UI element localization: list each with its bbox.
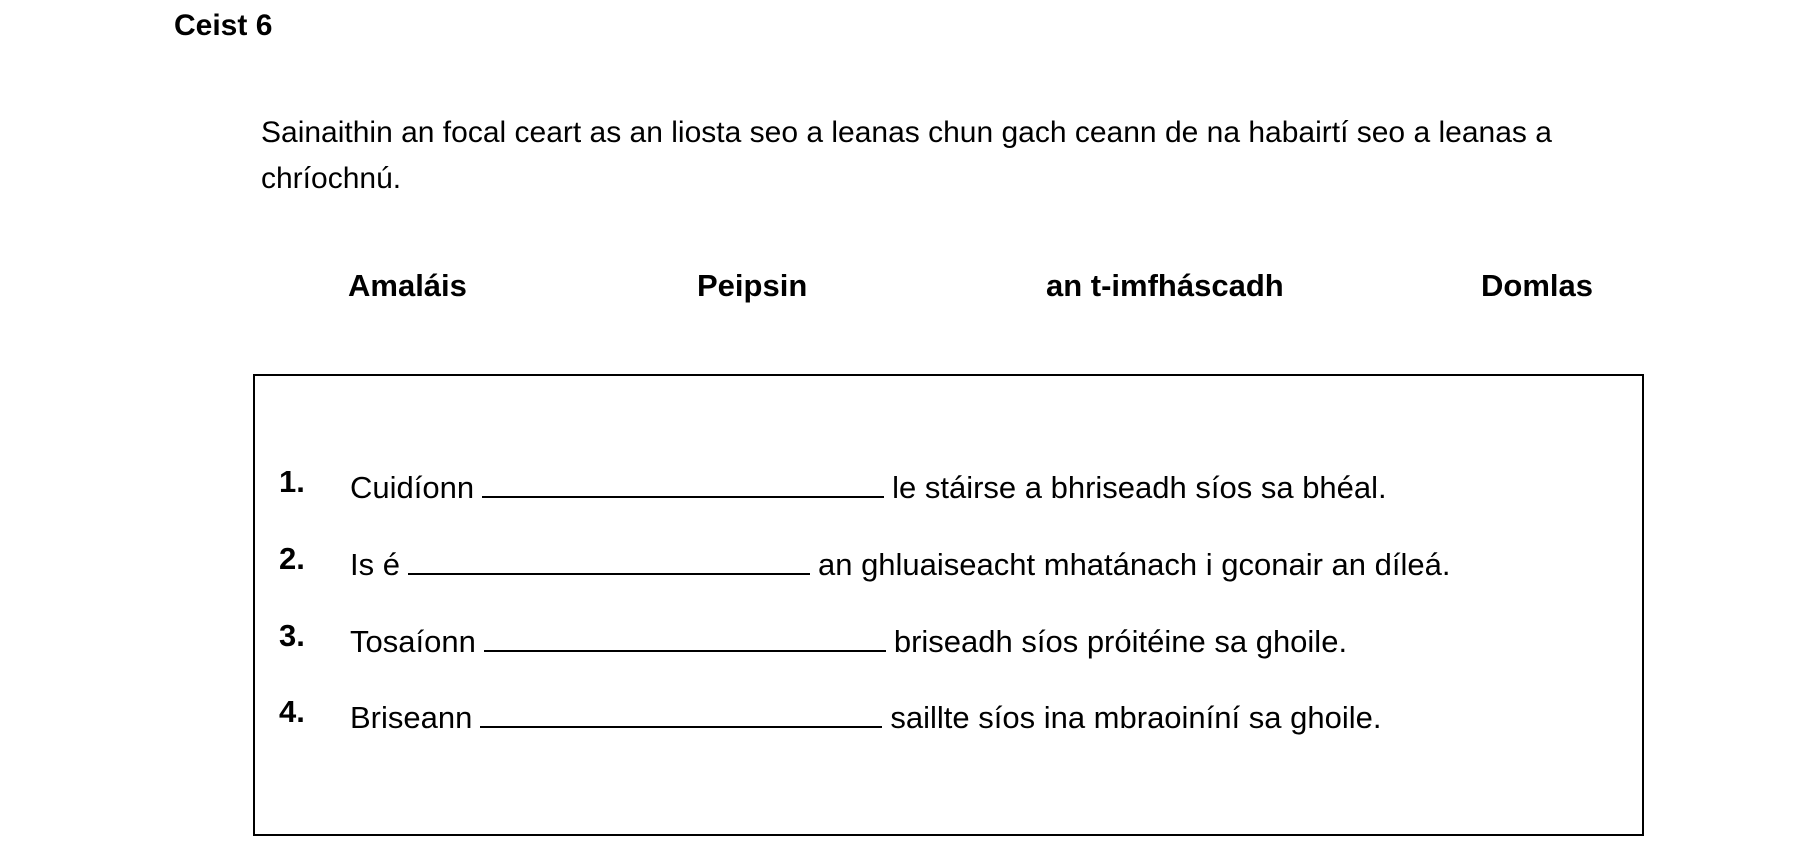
item-text-after: saillte síos ina mbraoiníní sa ghoile. bbox=[890, 700, 1382, 735]
answer-blank[interactable] bbox=[480, 690, 882, 728]
word-bank-item: an t-imfháscadh bbox=[1046, 268, 1284, 303]
item-text-before: Tosaíonn bbox=[350, 624, 476, 659]
item-text-before: Cuidíonn bbox=[350, 470, 475, 505]
item-text-after: an ghluaiseacht mhatánach i gconair an díleá. bbox=[817, 547, 1451, 582]
answer-blank[interactable] bbox=[484, 614, 886, 652]
word-bank-item: Amaláis bbox=[348, 268, 467, 303]
question-heading: Ceist 6 bbox=[174, 9, 273, 42]
question-item bbox=[255, 460, 1635, 504]
question-instructions: Sainaithin an focal ceart as an liosta seo a leanas chun gach ceann de na habairtí seo a leanas a chríochnú. bbox=[261, 116, 1552, 195]
question-item bbox=[255, 537, 1635, 581]
item-text-before: Is é bbox=[350, 547, 400, 582]
item-number: 2. bbox=[279, 541, 305, 576]
item-text-after: briseadh síos próitéine sa ghoile. bbox=[893, 624, 1348, 659]
answer-blank[interactable] bbox=[482, 460, 884, 498]
item-number: 4. bbox=[279, 694, 305, 729]
word-bank-item: Peipsin bbox=[697, 268, 808, 303]
item-number: 3. bbox=[279, 618, 305, 653]
item-text-after: le stáirse a bhriseadh síos sa bhéal. bbox=[892, 470, 1387, 505]
word-bank bbox=[0, 264, 1818, 308]
answer-blank[interactable] bbox=[408, 537, 810, 575]
word-bank-item: Domlas bbox=[1481, 268, 1593, 303]
question-item bbox=[255, 690, 1635, 734]
item-number: 1. bbox=[279, 464, 305, 499]
question-item bbox=[255, 614, 1635, 658]
item-text-before: Briseann bbox=[350, 700, 473, 735]
answer-box bbox=[253, 374, 1644, 836]
